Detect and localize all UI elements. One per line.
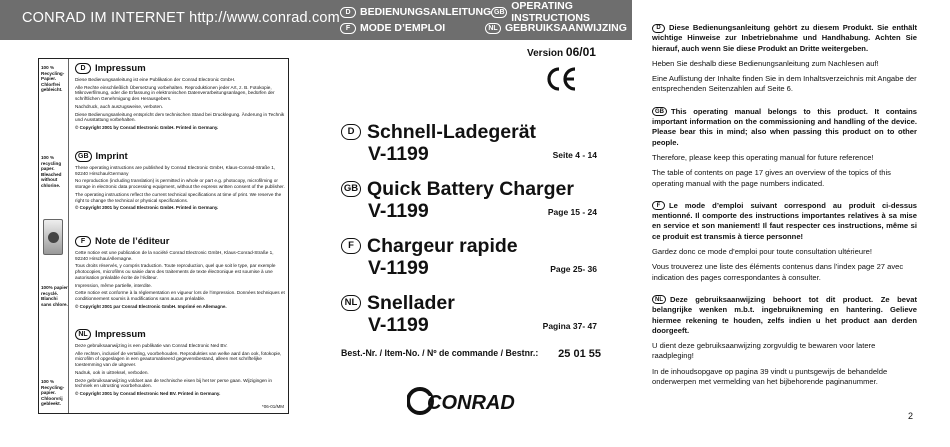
section-title: Note de l’éditeur <box>95 236 170 247</box>
section-title: Impressum <box>95 329 146 340</box>
paragraph: Alle rechten, inclusief de vertaling, voorbehouden. Reprodukties van welke aard dan ook, fotokopie, microfilm of opgeslagen in een geautomatiseerd gegevensbestand, alleen met schriftelijke toestemming van de uitgever. <box>75 350 282 368</box>
lang-code: F <box>341 238 361 254</box>
lang-code: GB <box>491 7 507 18</box>
lang-code: F <box>652 201 665 210</box>
conrad-logo <box>407 387 529 415</box>
lang-code: NL <box>75 329 91 340</box>
page-range: Seite 4 - 14 <box>552 150 597 160</box>
language-list <box>340 0 630 36</box>
paragraph: Alle Rechte einschließlich Übersetzung vorbehalten. Reproduktionen jeder Art, z. B. Fotokopie, Mikroverfilmung, oder die Erfassung in elektronischen Datenverarbeitungsanlagen, bedürfen der schriftlichen Genehmigung des Herausgebers. <box>75 84 275 102</box>
paragraph: Impression, même partielle, interdite. <box>75 282 152 288</box>
recycling-note: 100% papier recyclé. Blanchi sans chlore. <box>41 285 68 307</box>
order-number <box>341 348 601 360</box>
lang-label: OPERATING INSTRUCTIONS <box>511 0 591 24</box>
copyright: © Copyright 2001 by Conrad Electronic Ned BV. Printed in Germany. <box>75 390 221 396</box>
paragraph: Nachdruck, auch auszugsweise, verboten. <box>75 103 164 109</box>
imprint-de <box>75 63 287 131</box>
paragraph: No reproduction (including translation) is permitted in whole or part e.g. photocopy, microfilming or storage in electronic data processing equipment, without the express written consent of the publisher. <box>75 178 285 190</box>
product-title: Schnell-Ladegerät <box>367 121 537 143</box>
product-title: Snellader <box>367 292 455 314</box>
paragraph: Deze gebruiksaanwijzing is een publikatie van Conrad Electronic Ned BV. <box>75 343 228 348</box>
paragraph: In de inhoudsopgave op pagina 39 vindt u puntsgewijs de behandelde onderwerpen met vermelding van het bijbehorende paginanummer. <box>652 366 888 387</box>
imprint-box <box>38 58 289 414</box>
recycling-note: 100 % recycling paper. Bleached without chlorine. <box>41 155 62 188</box>
section-title: Imprint <box>95 151 128 162</box>
paragraph: Diese Bedienungsanleitung ist eine Publikation der Conrad Electronic GmbH. <box>75 77 236 82</box>
order-value: 25 01 55 <box>558 348 601 360</box>
paragraph: The table of contents on page 17 gives an overview of the topics of this operating manual with the page numbers indicated. <box>652 168 891 188</box>
paragraph: Heben Sie deshalb diese Bedienungsanleitung zum Nachlesen auf! <box>652 58 879 68</box>
intro-nl <box>652 295 917 387</box>
ce-mark-icon <box>544 66 578 92</box>
lang-code: NL <box>341 295 361 311</box>
product-model: V-1199 <box>368 314 429 336</box>
intro-column <box>652 23 917 399</box>
intro-notice: Le mode d’emploi suivant correspond au produit ci-dessus mentionné. Il comporte des instructions importantes relatives à sa mise en service et son maniement! Il faut respecter ces instructions, même si ce produit est transmis à tierce personne! <box>652 200 917 241</box>
intro-notice: Diese Bedienungsanleitung gehört zu diesem Produkt. Sie enthält wichtige Hinweise zur Inbetriebnahme und Handhabung. Achten Sie hierauf, auch wenn Sie diese Produkt an Dritte weitergeben. <box>652 23 917 53</box>
paragraph: Deze gebruiksaanwijzing voldoet aan de technische eisen bij het ter perse gaan. Wijzigingen in techniek en uitrusting voorbehouden. <box>75 377 272 389</box>
paragraph: Nadruk, ook in uittreksel, verboden. <box>75 369 149 375</box>
page-range: Pagina 37- 47 <box>542 321 597 331</box>
paragraph: These operating instructions are published by Conrad Electronic GmbH, Klaus-Conrad-Straße 1, 92240 Hirschau/Germany <box>75 165 276 176</box>
intro-notice: This operating manual belongs to this product. It contains important information on the commissioning and handling of the device. Please bear this in mind; also when passing this product on to other people. <box>652 106 917 147</box>
copyright: © Copyright 2001 by Conrad Electronic GmbH. Printed in Germany. <box>75 124 219 130</box>
lang-code: GB <box>75 151 92 162</box>
imprint-gb <box>75 151 287 211</box>
lang-code: F <box>75 236 91 247</box>
page-range: Page 15 - 24 <box>547 207 597 217</box>
document-ref: *06-01/MM <box>261 404 284 409</box>
paragraph: Tous droits réservés, y compris traduction. Toute reproduction, quel que soit le type, par exemple photocopies, microfilms ou saisie dans des traitements de texte électronique est soumise à une autorisation préalable écrite de l’éditeur. <box>75 263 276 280</box>
product-model: V-1199 <box>368 143 429 165</box>
product-de <box>341 121 605 165</box>
lang-label: BEDIENUNGSANLEITUNG <box>360 6 492 18</box>
recycling-strip <box>39 59 69 413</box>
order-label: Best.-Nr. / Item-No. / Nº de commande / Bestnr.: <box>341 348 539 358</box>
intro-gb <box>652 107 917 189</box>
paragraph: Therefore, please keep this operating manual for future reference! <box>652 152 874 162</box>
website-banner: CONRAD IM INTERNET http://www.conrad.com <box>22 10 340 26</box>
paragraph: The operating instructions reflect the current technical specifications at time of print. We reserve the right to change the technical or physical specifications. <box>75 191 282 203</box>
top-banner <box>0 0 632 40</box>
page-number: 2 <box>908 411 914 421</box>
recycled-paper-icon <box>43 219 63 255</box>
lang-code: NL <box>485 23 501 34</box>
intro-notice: Deze gebruiksaanwijzing behoort tot dit product. Ze bevat belangrijke wenken m.b.t. ingebruikneming en hantering. Gelieve hiermee rekening te houden, zelfs indien u het product aan derden doorgeeft. <box>652 294 917 335</box>
paragraph: Cette notice est une publication de la société Conrad Electronic GmbH, Klaus-Conrad-Straße 1, 92240 Hirschau/Allemagne. <box>75 250 274 261</box>
product-title: Chargeur rapide <box>367 235 518 257</box>
recycling-note: 100 % Recycling-Papier. Chlorfrei gebleicht. <box>41 65 65 93</box>
recycling-note: 100 % Recycling-papier. Chloorvrij gebleekt. <box>41 379 65 407</box>
logo-text: CONRAD <box>427 392 515 414</box>
lang-label: MODE D’EMPLOI <box>360 22 446 34</box>
intro-fr <box>652 201 917 283</box>
version-label: Version <box>527 48 564 59</box>
lang-code: D <box>75 63 91 74</box>
product-fr <box>341 235 605 279</box>
imprint-fr <box>75 236 287 309</box>
section-title: Impressum <box>95 63 146 74</box>
paragraph: Cette notice est conforme à la réglementation en vigueur lors de l’impression. Données techniques et conditionnement soumis à modifications sans aucun préalable. <box>75 290 285 301</box>
product-model: V-1199 <box>368 257 429 279</box>
lang-label: GEBRUIKSAANWIJZING <box>505 22 627 34</box>
lang-code: D <box>652 24 665 33</box>
paragraph: Vous trouverez une liste des éléments contenus dans l’index page 27 avec indication des pages correspondantes à consulter. <box>652 262 904 282</box>
lang-code: D <box>340 7 356 18</box>
imprint-nl <box>75 329 287 397</box>
product-nl <box>341 292 605 336</box>
paragraph: U dient deze gebruiksaanwijzing zorgvuldig te bewaren voor latere raadpleging! <box>652 341 876 361</box>
version-info <box>527 45 596 59</box>
page-range: Page 25- 36 <box>550 264 597 274</box>
intro-de <box>652 23 917 95</box>
lang-code: GB <box>652 107 667 116</box>
paragraph: Eine Auflistung der Inhalte finden Sie in dem Inhaltsverzeichnis mit Angabe der entsprechenden Seitenzahlen auf Seite 6. <box>652 74 917 94</box>
copyright: © Copyright 2001 by Conrad Electronic GmbH. Printed in Germany. <box>75 205 219 211</box>
version-number: 06/01 <box>565 45 596 59</box>
lang-code: D <box>341 124 361 140</box>
copyright: © Copyright 2001 par Conrad Electronic GmbH. Imprimé en Allemagne. <box>75 303 227 309</box>
product-model: V-1199 <box>368 200 429 222</box>
paragraph: Gardez donc ce mode d’emploi pour toute consultation ultérieure! <box>652 247 872 257</box>
product-gb <box>341 178 605 222</box>
lang-code: NL <box>652 295 666 304</box>
lang-code: GB <box>341 181 361 197</box>
product-title: Quick Battery Charger <box>367 178 574 200</box>
lang-code: F <box>340 23 356 34</box>
paragraph: Diese Bedienungsanleitung entspricht dem technischen Stand bei Drucklegung. Änderung in Technik und Ausstattung vorbehalten. <box>75 111 285 123</box>
